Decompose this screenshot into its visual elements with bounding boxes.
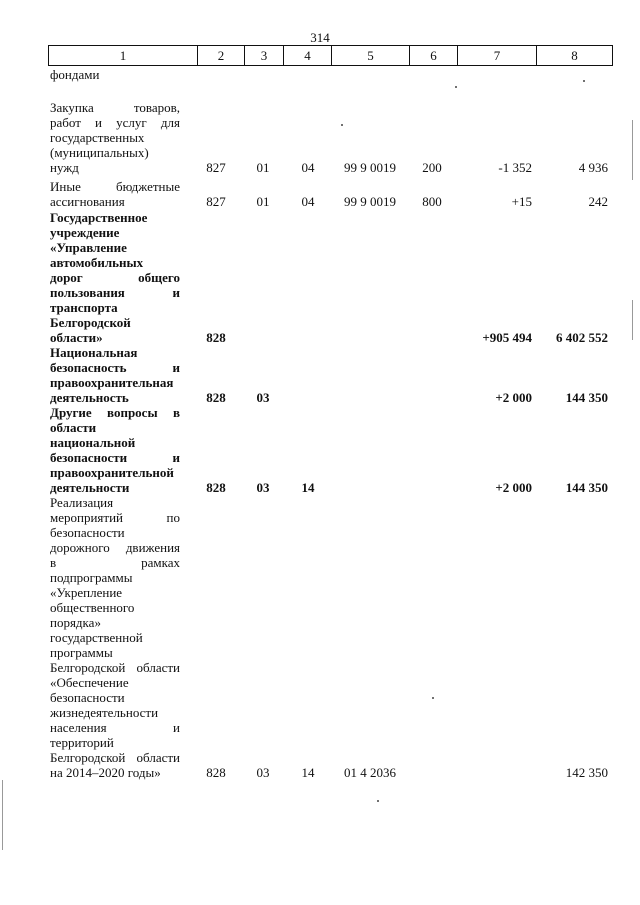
cell-c7: +905 494	[482, 330, 532, 345]
description-line: населения и	[50, 720, 180, 735]
cell-c3: 01	[256, 160, 270, 175]
description-line: Белгородской области	[50, 750, 180, 765]
cell-c2: 828	[206, 330, 226, 345]
description-line: «Укрепление	[50, 585, 123, 600]
description-line: деятельности	[50, 480, 130, 495]
header-col-1: 1	[119, 48, 127, 63]
cell-c8: 4 936	[578, 160, 608, 175]
description-line: безопасности	[50, 525, 125, 540]
row-description	[50, 67, 180, 82]
cell-c8: 6 402 552	[556, 330, 608, 345]
cell-c2: 828	[206, 765, 226, 780]
description-line: Закупка товаров,	[50, 100, 180, 115]
cell-c2: 827	[206, 160, 226, 175]
description-line: общественного	[50, 600, 135, 615]
cell-c2: 827	[206, 194, 226, 209]
description-line: учреждение	[50, 225, 120, 240]
description-line: жизнедеятельности	[50, 705, 159, 720]
description-line: Государственное	[50, 210, 148, 225]
cell-c7: +2 000	[495, 390, 532, 405]
header-col-5: 5	[331, 46, 409, 65]
description-line: деятельность	[50, 390, 129, 405]
row-description	[50, 100, 180, 175]
page-number: 314	[310, 30, 330, 45]
cell-c2: 828	[206, 390, 226, 405]
header-col-3: 3	[244, 46, 283, 65]
cell-c7: -1 352	[498, 160, 532, 175]
cell-c8: 144 350	[565, 390, 608, 405]
scan-speck	[583, 80, 585, 82]
cell-c8: 142 350	[565, 765, 608, 780]
cell-c5: 01 4 2036	[344, 765, 396, 780]
cell-c5: 99 9 0019	[344, 194, 396, 209]
description-line: безопасности	[50, 690, 125, 705]
description-line: «Управление	[50, 240, 127, 255]
scan-speck	[455, 86, 457, 88]
description-line: автомобильных	[50, 255, 144, 270]
table-header	[48, 45, 613, 66]
description-line: нужд	[50, 160, 79, 175]
description-line: мероприятий по	[50, 510, 180, 525]
cell-c6: 800	[422, 194, 442, 209]
description-line: Белгородской области	[50, 660, 180, 675]
row-description	[50, 179, 180, 209]
description-line: национальной	[50, 435, 136, 450]
cell-c8: 144 350	[565, 480, 608, 495]
cell-c7: +15	[511, 194, 532, 209]
description-line: безопасность и	[50, 360, 180, 375]
description-line: Национальная	[50, 345, 138, 360]
description-line: работ и услуг для	[50, 115, 180, 130]
description-line: (муниципальных)	[50, 145, 149, 160]
scan-edge-mark	[2, 780, 3, 850]
cell-c3: 03	[256, 390, 270, 405]
description-line: правоохранительная	[50, 375, 174, 390]
cell-c5: 99 9 0019	[344, 160, 396, 175]
description-line: государственных	[50, 130, 145, 145]
description-line: «Обеспечение	[50, 675, 129, 690]
row-description	[50, 345, 180, 405]
description-line: правоохранительной	[50, 465, 174, 480]
cell-c4: 14	[301, 765, 315, 780]
description-line: Белгородской	[50, 315, 131, 330]
description-line: Реализация	[50, 495, 114, 510]
cell-c6: 200	[422, 160, 442, 175]
header-col-6: 6	[409, 46, 457, 65]
description-line: территорий	[50, 735, 114, 750]
header-col-7: 7	[457, 46, 536, 65]
description-line: области»	[50, 330, 103, 345]
row-description	[50, 405, 180, 495]
description-line: транспорта	[50, 300, 118, 315]
scan-speck	[432, 697, 434, 699]
description-line: в рамках	[50, 555, 180, 570]
description-line: ассигнования	[50, 194, 125, 209]
cell-c4: 04	[301, 194, 315, 209]
description-line: подпрограммы	[50, 570, 133, 585]
scan-speck	[377, 800, 379, 802]
description-line: фондами	[50, 67, 100, 82]
description-line: государственной	[50, 630, 143, 645]
scan-edge-mark	[632, 120, 633, 180]
description-line: дорожного движения	[50, 540, 180, 555]
description-line: программы	[50, 645, 113, 660]
cell-c3: 03	[256, 765, 270, 780]
row-description	[50, 495, 180, 780]
description-line: области	[50, 420, 97, 435]
description-line: безопасности и	[50, 450, 180, 465]
scan-speck	[341, 124, 343, 126]
description-line: порядка»	[50, 615, 101, 630]
cell-c4: 04	[301, 160, 315, 175]
scan-edge-mark	[632, 300, 633, 340]
cell-c2: 828	[206, 480, 226, 495]
cell-c3: 03	[256, 480, 270, 495]
description-line: пользования и	[50, 285, 180, 300]
description-line: Другие вопросы в	[50, 405, 180, 420]
cell-c3: 01	[256, 194, 270, 209]
cell-c7: +2 000	[495, 480, 532, 495]
cell-c8: 242	[588, 194, 608, 209]
row-description	[50, 210, 180, 345]
header-col-4: 4	[283, 46, 331, 65]
cell-c4: 14	[301, 480, 315, 495]
header-col-2: 2	[197, 46, 244, 65]
header-col-8: 8	[536, 46, 612, 65]
description-line: на 2014–2020 годы»	[50, 765, 161, 780]
description-line: Иные бюджетные	[50, 179, 180, 194]
description-line: дорог общего	[50, 270, 180, 285]
